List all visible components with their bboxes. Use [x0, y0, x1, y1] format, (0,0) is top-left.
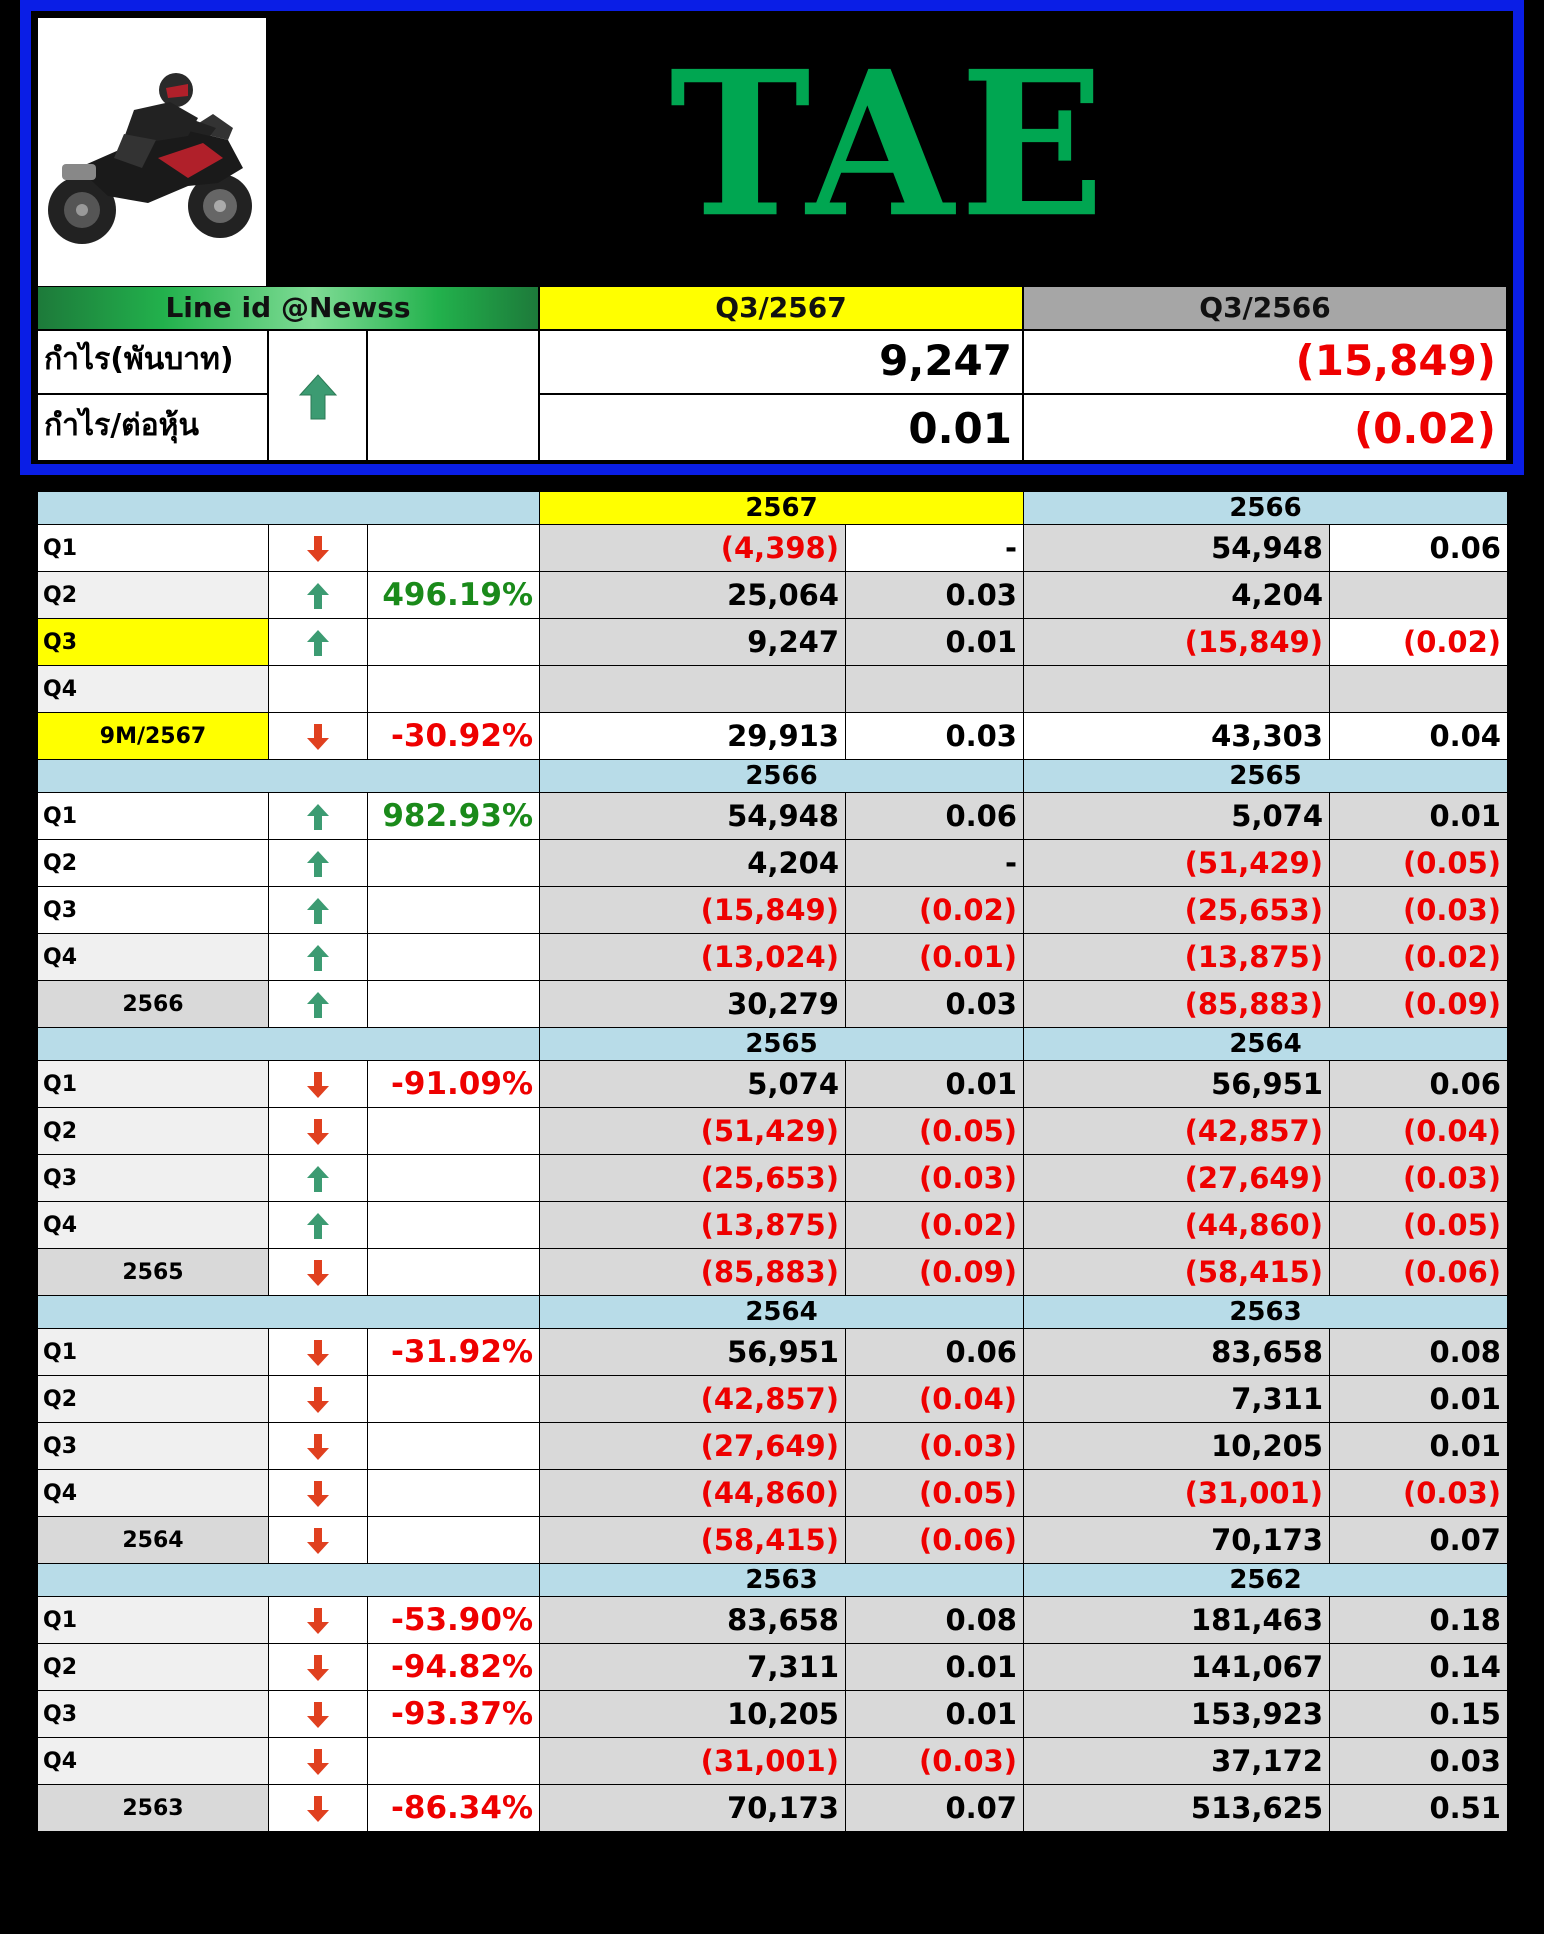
up-arrow-icon	[306, 850, 330, 878]
profit-current-value: 54,948	[540, 793, 846, 840]
table-row	[38, 1597, 1508, 1644]
period-label: 2563	[38, 1785, 269, 1832]
down-arrow-icon	[306, 1527, 330, 1555]
year-header-blank	[38, 492, 540, 525]
motorcycle-logo	[37, 17, 267, 287]
profit-current-value: 5,074	[540, 1061, 846, 1108]
up-arrow-icon	[306, 944, 330, 972]
change-percent	[368, 887, 540, 934]
eps-current-value: 0.01	[846, 1061, 1024, 1108]
eps-previous-value	[1330, 572, 1508, 619]
period-previous-header: Q3/2566	[1023, 286, 1507, 330]
profit-previous-value: (15,849)	[1024, 619, 1330, 666]
trend-arrow-cell	[269, 713, 368, 760]
eps-current-value: 0.01	[846, 619, 1024, 666]
change-percent: -94.82%	[368, 1644, 540, 1691]
profit-previous-value: (13,875)	[1024, 934, 1330, 981]
up-arrow-icon	[306, 629, 330, 657]
profit-previous-value: 4,204	[1024, 572, 1330, 619]
eps-previous-value: 0.01	[1330, 1376, 1508, 1423]
profit-previous-value: 181,463	[1024, 1597, 1330, 1644]
profit-current-value: (4,398)	[540, 525, 846, 572]
change-percent	[368, 525, 540, 572]
year-previous-header: 2562	[1024, 1564, 1508, 1597]
profit-current-value: (13,024)	[540, 934, 846, 981]
period-label: Q2	[38, 1108, 269, 1155]
change-percent	[368, 1155, 540, 1202]
change-percent	[368, 934, 540, 981]
line-id-label: Line id @Newss	[37, 286, 539, 330]
change-percent	[368, 619, 540, 666]
period-label: Q3	[38, 887, 269, 934]
eps-previous-value: (0.05)	[1330, 1202, 1508, 1249]
change-percent	[368, 1376, 540, 1423]
eps-previous-value: 0.06	[1330, 1061, 1508, 1108]
table-row	[38, 713, 1508, 760]
eps-current: 0.01	[539, 394, 1023, 461]
profit-current: 9,247	[539, 330, 1023, 394]
down-arrow-icon	[306, 1071, 330, 1099]
down-arrow-icon	[306, 1339, 330, 1367]
eps-previous-value: (0.03)	[1330, 1470, 1508, 1517]
eps-current-value: (0.04)	[846, 1376, 1024, 1423]
eps-previous-value: (0.03)	[1330, 887, 1508, 934]
eps-current-value: (0.03)	[846, 1423, 1024, 1470]
period-label: Q2	[38, 1376, 269, 1423]
table-row	[38, 840, 1508, 887]
trend-arrow-cell	[269, 887, 368, 934]
eps-current-value: 0.06	[846, 793, 1024, 840]
eps-current-value: -	[846, 525, 1024, 572]
down-arrow-icon	[306, 1795, 330, 1823]
eps-previous-value: 0.08	[1330, 1329, 1508, 1376]
trend-arrow-cell	[269, 525, 368, 572]
profit-previous-value: (51,429)	[1024, 840, 1330, 887]
period-label: Q1	[38, 1061, 269, 1108]
eps-previous-value: 0.06	[1330, 525, 1508, 572]
period-label: Q1	[38, 1329, 269, 1376]
period-label: Q4	[38, 1470, 269, 1517]
year-header-row	[38, 1564, 1508, 1597]
eps-previous-value: (0.02)	[1330, 934, 1508, 981]
table-row	[38, 1376, 1508, 1423]
change-percent	[368, 981, 540, 1028]
table-row	[38, 1108, 1508, 1155]
trend-arrow-cell	[269, 1155, 368, 1202]
period-label: 2564	[38, 1517, 269, 1564]
trend-arrow-cell	[269, 572, 368, 619]
table-row	[38, 1691, 1508, 1738]
profit-current-value: (58,415)	[540, 1517, 846, 1564]
table-row	[38, 1202, 1508, 1249]
profit-current-value: (27,649)	[540, 1423, 846, 1470]
period-label: Q1	[38, 1597, 269, 1644]
table-row	[38, 934, 1508, 981]
change-percent: 982.93%	[368, 793, 540, 840]
period-label: Q3	[38, 619, 269, 666]
eps-previous-value	[1330, 666, 1508, 713]
eps-current-value: 0.08	[846, 1597, 1024, 1644]
eps-previous-value: 0.14	[1330, 1644, 1508, 1691]
up-arrow-icon	[306, 897, 330, 925]
profit-previous-value: 5,074	[1024, 793, 1330, 840]
year-header-blank	[38, 1564, 540, 1597]
eps-previous-value: (0.03)	[1330, 1155, 1508, 1202]
up-arrow-icon	[298, 373, 338, 421]
change-percent	[368, 1202, 540, 1249]
eps-current-value: (0.09)	[846, 1249, 1024, 1296]
year-header-row	[38, 1296, 1508, 1329]
year-previous-header: 2566	[1024, 492, 1508, 525]
profit-previous-value: 54,948	[1024, 525, 1330, 572]
down-arrow-icon	[306, 723, 330, 751]
period-label: Q4	[38, 1738, 269, 1785]
change-percent: -30.92%	[368, 713, 540, 760]
eps-current-value: 0.03	[846, 572, 1024, 619]
year-current-header: 2565	[540, 1028, 1024, 1061]
profit-current-value: (42,857)	[540, 1376, 846, 1423]
table-row	[38, 1423, 1508, 1470]
profit-current-value: 4,204	[540, 840, 846, 887]
eps-current-value: (0.03)	[846, 1738, 1024, 1785]
table-row	[38, 572, 1508, 619]
motorcycle-rider-icon	[38, 18, 266, 286]
down-arrow-icon	[306, 1259, 330, 1287]
change-percent	[368, 1738, 540, 1785]
profit-current-value: 25,064	[540, 572, 846, 619]
trend-arrow-cell	[269, 1249, 368, 1296]
table-row	[38, 1785, 1508, 1832]
table-row	[38, 1738, 1508, 1785]
eps-current-value: (0.06)	[846, 1517, 1024, 1564]
eps-previous: (0.02)	[1023, 394, 1507, 461]
trend-arrow-cell	[269, 619, 368, 666]
table-row	[38, 1155, 1508, 1202]
up-arrow-icon	[306, 803, 330, 831]
down-arrow-icon	[306, 1701, 330, 1729]
profit-previous-value	[1024, 666, 1330, 713]
period-label: Q4	[38, 1202, 269, 1249]
table-row	[38, 666, 1508, 713]
year-current-header: 2567	[540, 492, 1024, 525]
profit-current-value: 29,913	[540, 713, 846, 760]
profit-current-value: 70,173	[540, 1785, 846, 1832]
table-row	[38, 1061, 1508, 1108]
table-row	[38, 981, 1508, 1028]
trend-arrow-cell	[269, 1597, 368, 1644]
eps-previous-value: 0.03	[1330, 1738, 1508, 1785]
eps-previous-value: (0.05)	[1330, 840, 1508, 887]
eps-current-value: (0.05)	[846, 1470, 1024, 1517]
eps-current-value	[846, 666, 1024, 713]
trend-arrow-cell	[269, 1470, 368, 1517]
change-percent	[368, 1108, 540, 1155]
profit-previous-value: (25,653)	[1024, 887, 1330, 934]
year-current-header: 2563	[540, 1564, 1024, 1597]
eps-current-value: (0.02)	[846, 1202, 1024, 1249]
eps-previous-value: (0.06)	[1330, 1249, 1508, 1296]
period-label: Q2	[38, 840, 269, 887]
profit-previous-value: (85,883)	[1024, 981, 1330, 1028]
year-previous-header: 2563	[1024, 1296, 1508, 1329]
period-label: Q2	[38, 1644, 269, 1691]
year-header-blank	[38, 1296, 540, 1329]
down-arrow-icon	[306, 1480, 330, 1508]
period-label: Q4	[38, 666, 269, 713]
year-header-row	[38, 760, 1508, 793]
profit-previous: (15,849)	[1023, 330, 1507, 394]
trend-arrow-cell	[269, 1691, 368, 1738]
trend-arrow-cell	[269, 981, 368, 1028]
table-row	[38, 793, 1508, 840]
eps-label: กำไร/ต่อหุ้น	[37, 394, 268, 461]
ticker-title: TAE	[669, 27, 1111, 262]
eps-current-value: (0.05)	[846, 1108, 1024, 1155]
eps-current-value: (0.01)	[846, 934, 1024, 981]
year-header-row	[38, 492, 1508, 525]
header-blank-cell	[367, 330, 539, 461]
eps-current-value: 0.03	[846, 713, 1024, 760]
eps-previous-value: 0.18	[1330, 1597, 1508, 1644]
change-percent	[368, 1249, 540, 1296]
eps-current-value: -	[846, 840, 1024, 887]
profit-previous-value: 37,172	[1024, 1738, 1330, 1785]
year-previous-header: 2565	[1024, 760, 1508, 793]
down-arrow-icon	[306, 1607, 330, 1635]
trend-arrow-cell	[269, 1376, 368, 1423]
change-percent: -53.90%	[368, 1597, 540, 1644]
eps-previous-value: 0.01	[1330, 793, 1508, 840]
profit-previous-value: (42,857)	[1024, 1108, 1330, 1155]
change-percent: -93.37%	[368, 1691, 540, 1738]
change-percent	[368, 1423, 540, 1470]
up-arrow-icon	[306, 991, 330, 1019]
change-percent: -91.09%	[368, 1061, 540, 1108]
eps-previous-value: 0.07	[1330, 1517, 1508, 1564]
eps-current-value: 0.01	[846, 1691, 1024, 1738]
profit-current-value: (25,653)	[540, 1155, 846, 1202]
year-header-blank	[38, 760, 540, 793]
trend-cell	[268, 330, 367, 461]
profit-current-value: 9,247	[540, 619, 846, 666]
trend-arrow-cell	[269, 1644, 368, 1691]
profit-current-value: 30,279	[540, 981, 846, 1028]
eps-current-value: 0.06	[846, 1329, 1024, 1376]
period-label: Q4	[38, 934, 269, 981]
eps-previous-value: 0.51	[1330, 1785, 1508, 1832]
profit-previous-value: (31,001)	[1024, 1470, 1330, 1517]
eps-current-value: 0.03	[846, 981, 1024, 1028]
period-current-header: Q3/2567	[539, 286, 1023, 330]
eps-previous-value: 0.01	[1330, 1423, 1508, 1470]
profit-previous-value: 83,658	[1024, 1329, 1330, 1376]
eps-current-value: 0.01	[846, 1644, 1024, 1691]
trend-arrow-cell	[269, 1202, 368, 1249]
change-percent	[368, 1470, 540, 1517]
down-arrow-icon	[306, 1433, 330, 1461]
eps-previous-value: 0.04	[1330, 713, 1508, 760]
profit-previous-value: 513,625	[1024, 1785, 1330, 1832]
profit-current-value: (13,875)	[540, 1202, 846, 1249]
profit-current-value: 10,205	[540, 1691, 846, 1738]
period-label: Q3	[38, 1691, 269, 1738]
eps-previous-value: (0.09)	[1330, 981, 1508, 1028]
down-arrow-icon	[306, 535, 330, 563]
profit-previous-value: 7,311	[1024, 1376, 1330, 1423]
eps-previous-value: (0.02)	[1330, 619, 1508, 666]
year-current-header: 2564	[540, 1296, 1024, 1329]
profit-current-value: 83,658	[540, 1597, 846, 1644]
trend-arrow-cell	[269, 1517, 368, 1564]
profit-current-value	[540, 666, 846, 713]
trend-arrow-cell	[269, 1738, 368, 1785]
profit-previous-value: (44,860)	[1024, 1202, 1330, 1249]
table-row	[38, 1517, 1508, 1564]
change-percent: 496.19%	[368, 572, 540, 619]
profit-current-value: 56,951	[540, 1329, 846, 1376]
down-arrow-icon	[306, 1654, 330, 1682]
trend-arrow-cell	[269, 1108, 368, 1155]
table-row	[38, 1644, 1508, 1691]
eps-previous-value: 0.15	[1330, 1691, 1508, 1738]
profit-current-value: (85,883)	[540, 1249, 846, 1296]
period-label: Q3	[38, 1155, 269, 1202]
trend-arrow-cell	[269, 1423, 368, 1470]
trend-arrow-cell	[269, 1785, 368, 1832]
year-header-row	[38, 1028, 1508, 1061]
period-label: Q1	[38, 525, 269, 572]
profit-current-value: (15,849)	[540, 887, 846, 934]
period-label: Q2	[38, 572, 269, 619]
period-label: 2566	[38, 981, 269, 1028]
change-percent	[368, 1517, 540, 1564]
profit-previous-value: 56,951	[1024, 1061, 1330, 1108]
period-label: Q3	[38, 1423, 269, 1470]
table-row	[38, 619, 1508, 666]
down-arrow-icon	[306, 1118, 330, 1146]
profit-current-value: (51,429)	[540, 1108, 846, 1155]
profit-previous-value: 153,923	[1024, 1691, 1330, 1738]
up-arrow-icon	[306, 1165, 330, 1193]
table-row	[38, 1249, 1508, 1296]
period-label: 9M/2567	[38, 713, 269, 760]
profit-previous-value: 43,303	[1024, 713, 1330, 760]
down-arrow-icon	[306, 1748, 330, 1776]
profit-previous-value: 141,067	[1024, 1644, 1330, 1691]
change-percent: -86.34%	[368, 1785, 540, 1832]
profit-current-value: (44,860)	[540, 1470, 846, 1517]
trend-arrow-cell	[269, 840, 368, 887]
trend-arrow-cell	[269, 666, 368, 713]
change-percent	[368, 666, 540, 713]
eps-previous-value: (0.04)	[1330, 1108, 1508, 1155]
trend-arrow-cell	[269, 1329, 368, 1376]
up-arrow-icon	[306, 582, 330, 610]
up-arrow-icon	[306, 1212, 330, 1240]
year-header-blank	[38, 1028, 540, 1061]
change-percent	[368, 840, 540, 887]
year-previous-header: 2564	[1024, 1028, 1508, 1061]
profit-previous-value: 70,173	[1024, 1517, 1330, 1564]
eps-current-value: 0.07	[846, 1785, 1024, 1832]
profit-previous-value: 10,205	[1024, 1423, 1330, 1470]
change-percent: -31.92%	[368, 1329, 540, 1376]
trend-arrow-cell	[269, 793, 368, 840]
profit-previous-value: (27,649)	[1024, 1155, 1330, 1202]
table-row	[38, 1329, 1508, 1376]
trend-arrow-cell	[269, 1061, 368, 1108]
trend-arrow-cell	[269, 934, 368, 981]
down-arrow-icon	[306, 1386, 330, 1414]
table-row	[38, 525, 1508, 572]
eps-current-value: (0.03)	[846, 1155, 1024, 1202]
profit-label: กำไร(พันบาท)	[37, 330, 268, 394]
table-row	[38, 887, 1508, 934]
table-row	[38, 1470, 1508, 1517]
eps-current-value: (0.02)	[846, 887, 1024, 934]
period-label: 2565	[38, 1249, 269, 1296]
profit-current-value: (31,001)	[540, 1738, 846, 1785]
profit-previous-value: (58,415)	[1024, 1249, 1330, 1296]
period-label: Q1	[38, 793, 269, 840]
profit-current-value: 7,311	[540, 1644, 846, 1691]
quarterly-earnings-table	[37, 491, 1508, 1832]
year-current-header: 2566	[540, 760, 1024, 793]
